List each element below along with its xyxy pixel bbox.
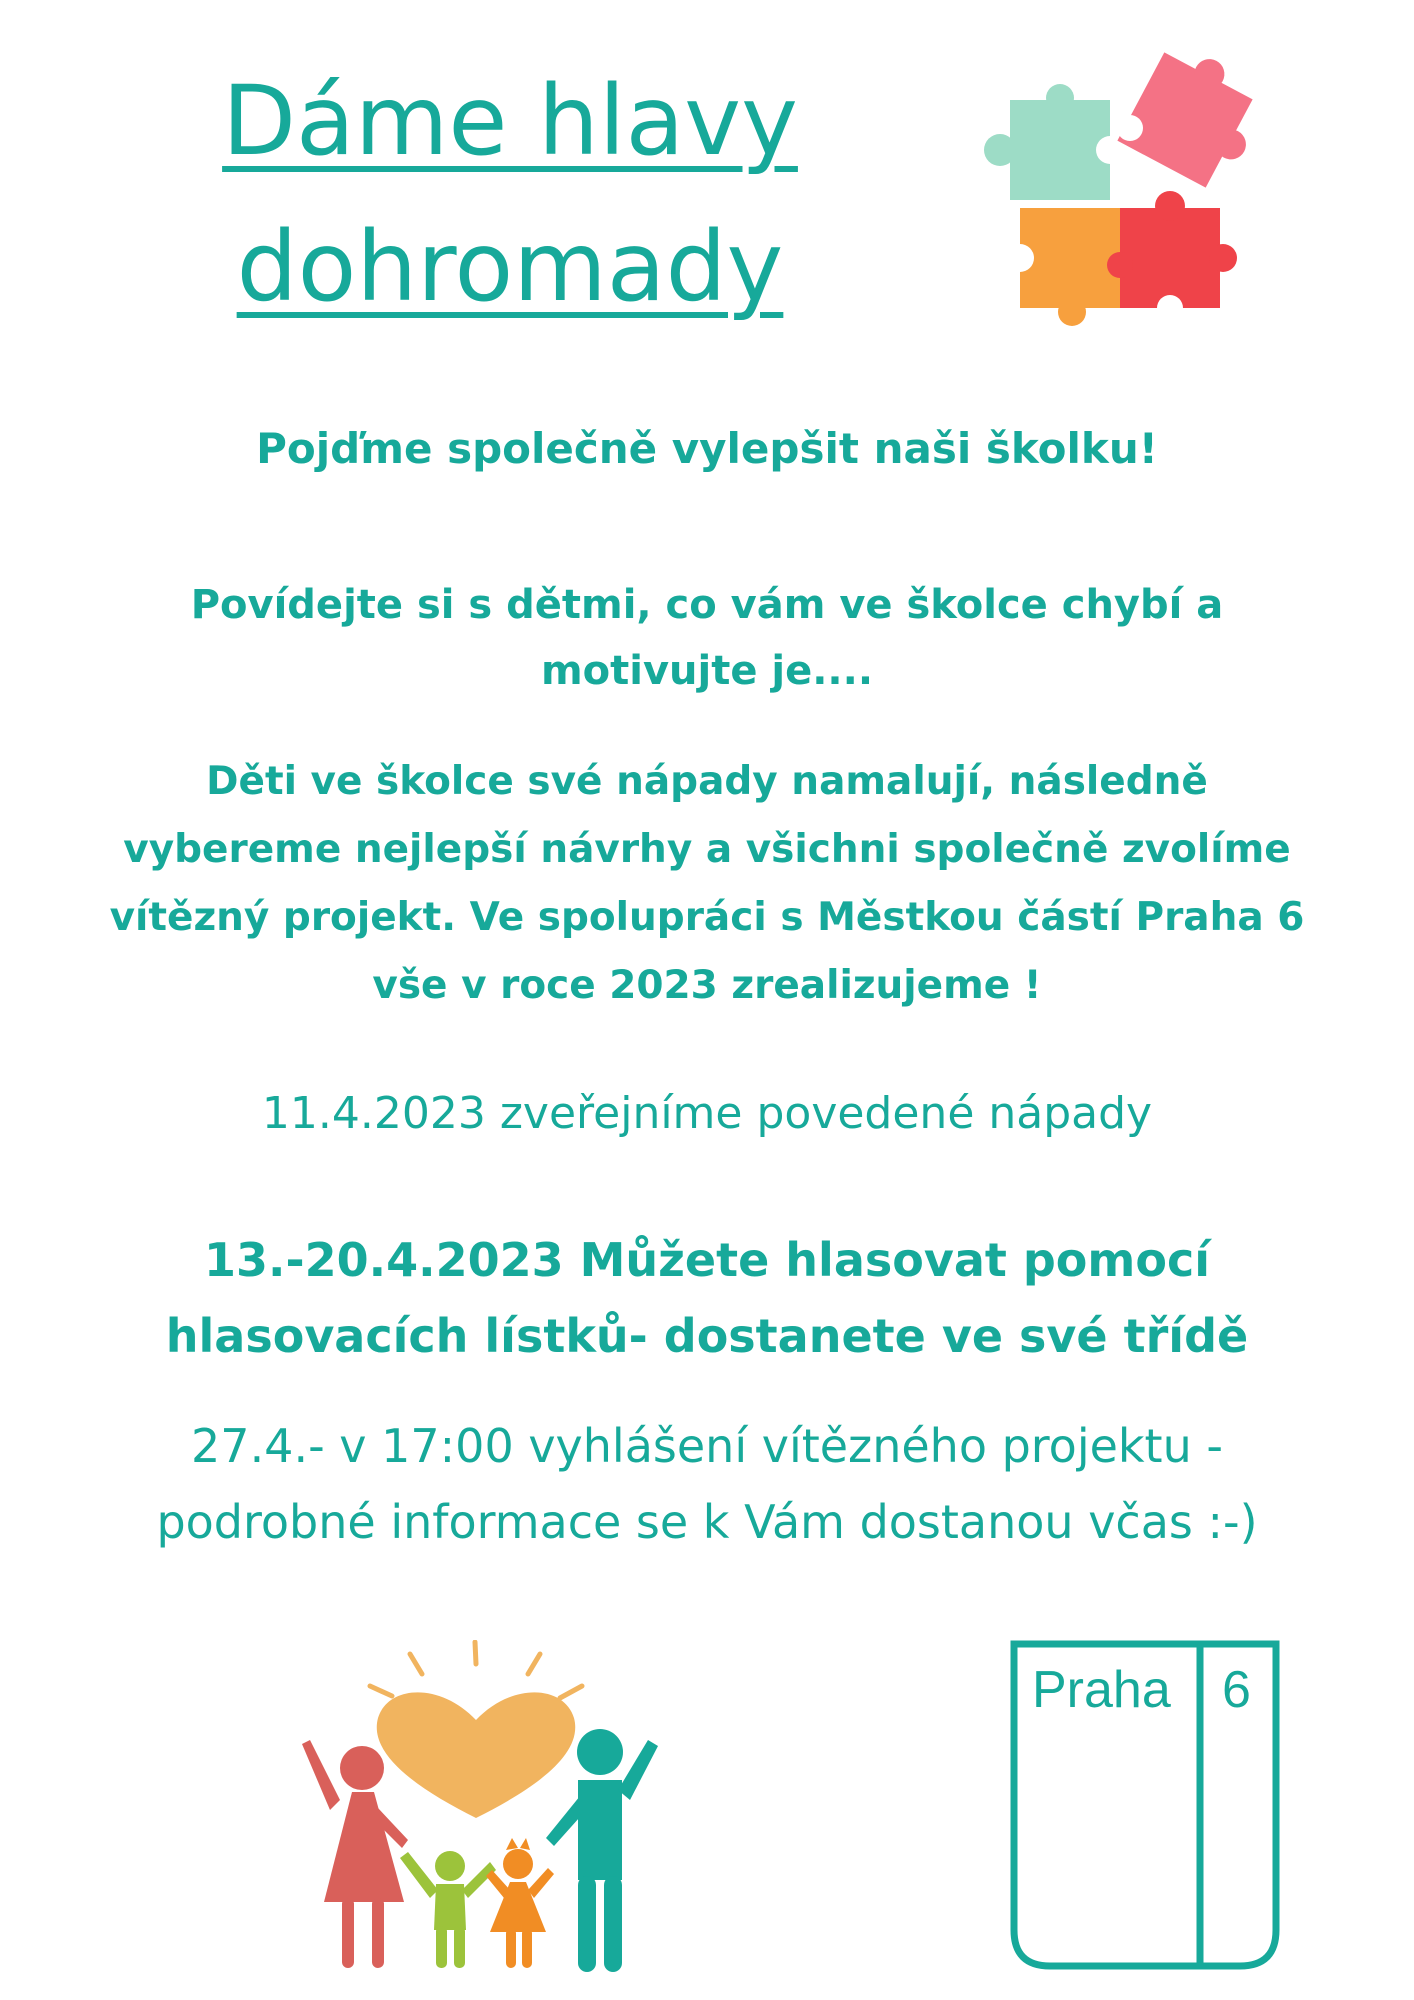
description-line-2: vybereme nejlepší návrhy a všichni společně zvolíme: [123, 827, 1291, 872]
praha-logo-name: Praha: [1032, 1661, 1171, 1719]
announce-line-2: podrobné informace se k Vám dostanou včas :-): [156, 1495, 1258, 1549]
talk-line-2: motivujte je....: [540, 648, 874, 694]
puzzle-piece-green: [984, 84, 1110, 200]
puzzle-piece-red: [1120, 191, 1237, 308]
date-publish: 11.4.2023 zveřejníme povedené nápady: [261, 1088, 1153, 1139]
description-paragraph: [40, 748, 1374, 1020]
family-heart-icon: [300, 1640, 680, 1980]
page-title: [150, 48, 870, 340]
talk-line-1: Povídejte si s dětmi, co vám ve školce chybí a: [190, 582, 1224, 628]
puzzle-piece-pink: [1117, 37, 1275, 195]
puzzle-piece-orange: [1020, 208, 1120, 326]
puzzle-pieces-icon: [980, 30, 1280, 330]
date-announce: [40, 1408, 1374, 1560]
description-line-4: vše v roce 2023 zrealizujeme !: [372, 963, 1042, 1008]
title-line-1: Dáme hlavy: [222, 65, 798, 177]
announce-line-1: 27.4.- v 17:00 vyhlášení vítězného projektu -: [191, 1419, 1223, 1473]
description-line-3: vítězný projekt. Ve spolupráci s Městkou částí Praha 6: [109, 895, 1305, 940]
talk-paragraph: [40, 572, 1374, 704]
child-green-figure: [400, 1851, 496, 1968]
vote-line-2: hlasovacích lístků- dostanete ve své třídě: [165, 1309, 1249, 1363]
tagline: Pojďme společně vylepšit naši školku!: [256, 424, 1158, 473]
child-orange-figure: [486, 1838, 554, 1968]
title-line-2: dohromady: [236, 211, 784, 323]
mother-figure: [302, 1740, 408, 1968]
vote-line-1: 13.-20.4.2023 Můžete hlasovat pomocí: [204, 1233, 1210, 1287]
father-figure: [546, 1729, 658, 1972]
praha-logo-number: 6: [1222, 1661, 1251, 1719]
description-line-1: Děti ve školce své nápady namalují, následně: [206, 759, 1208, 804]
date-vote: [40, 1222, 1374, 1374]
heart-shape: [377, 1692, 575, 1818]
